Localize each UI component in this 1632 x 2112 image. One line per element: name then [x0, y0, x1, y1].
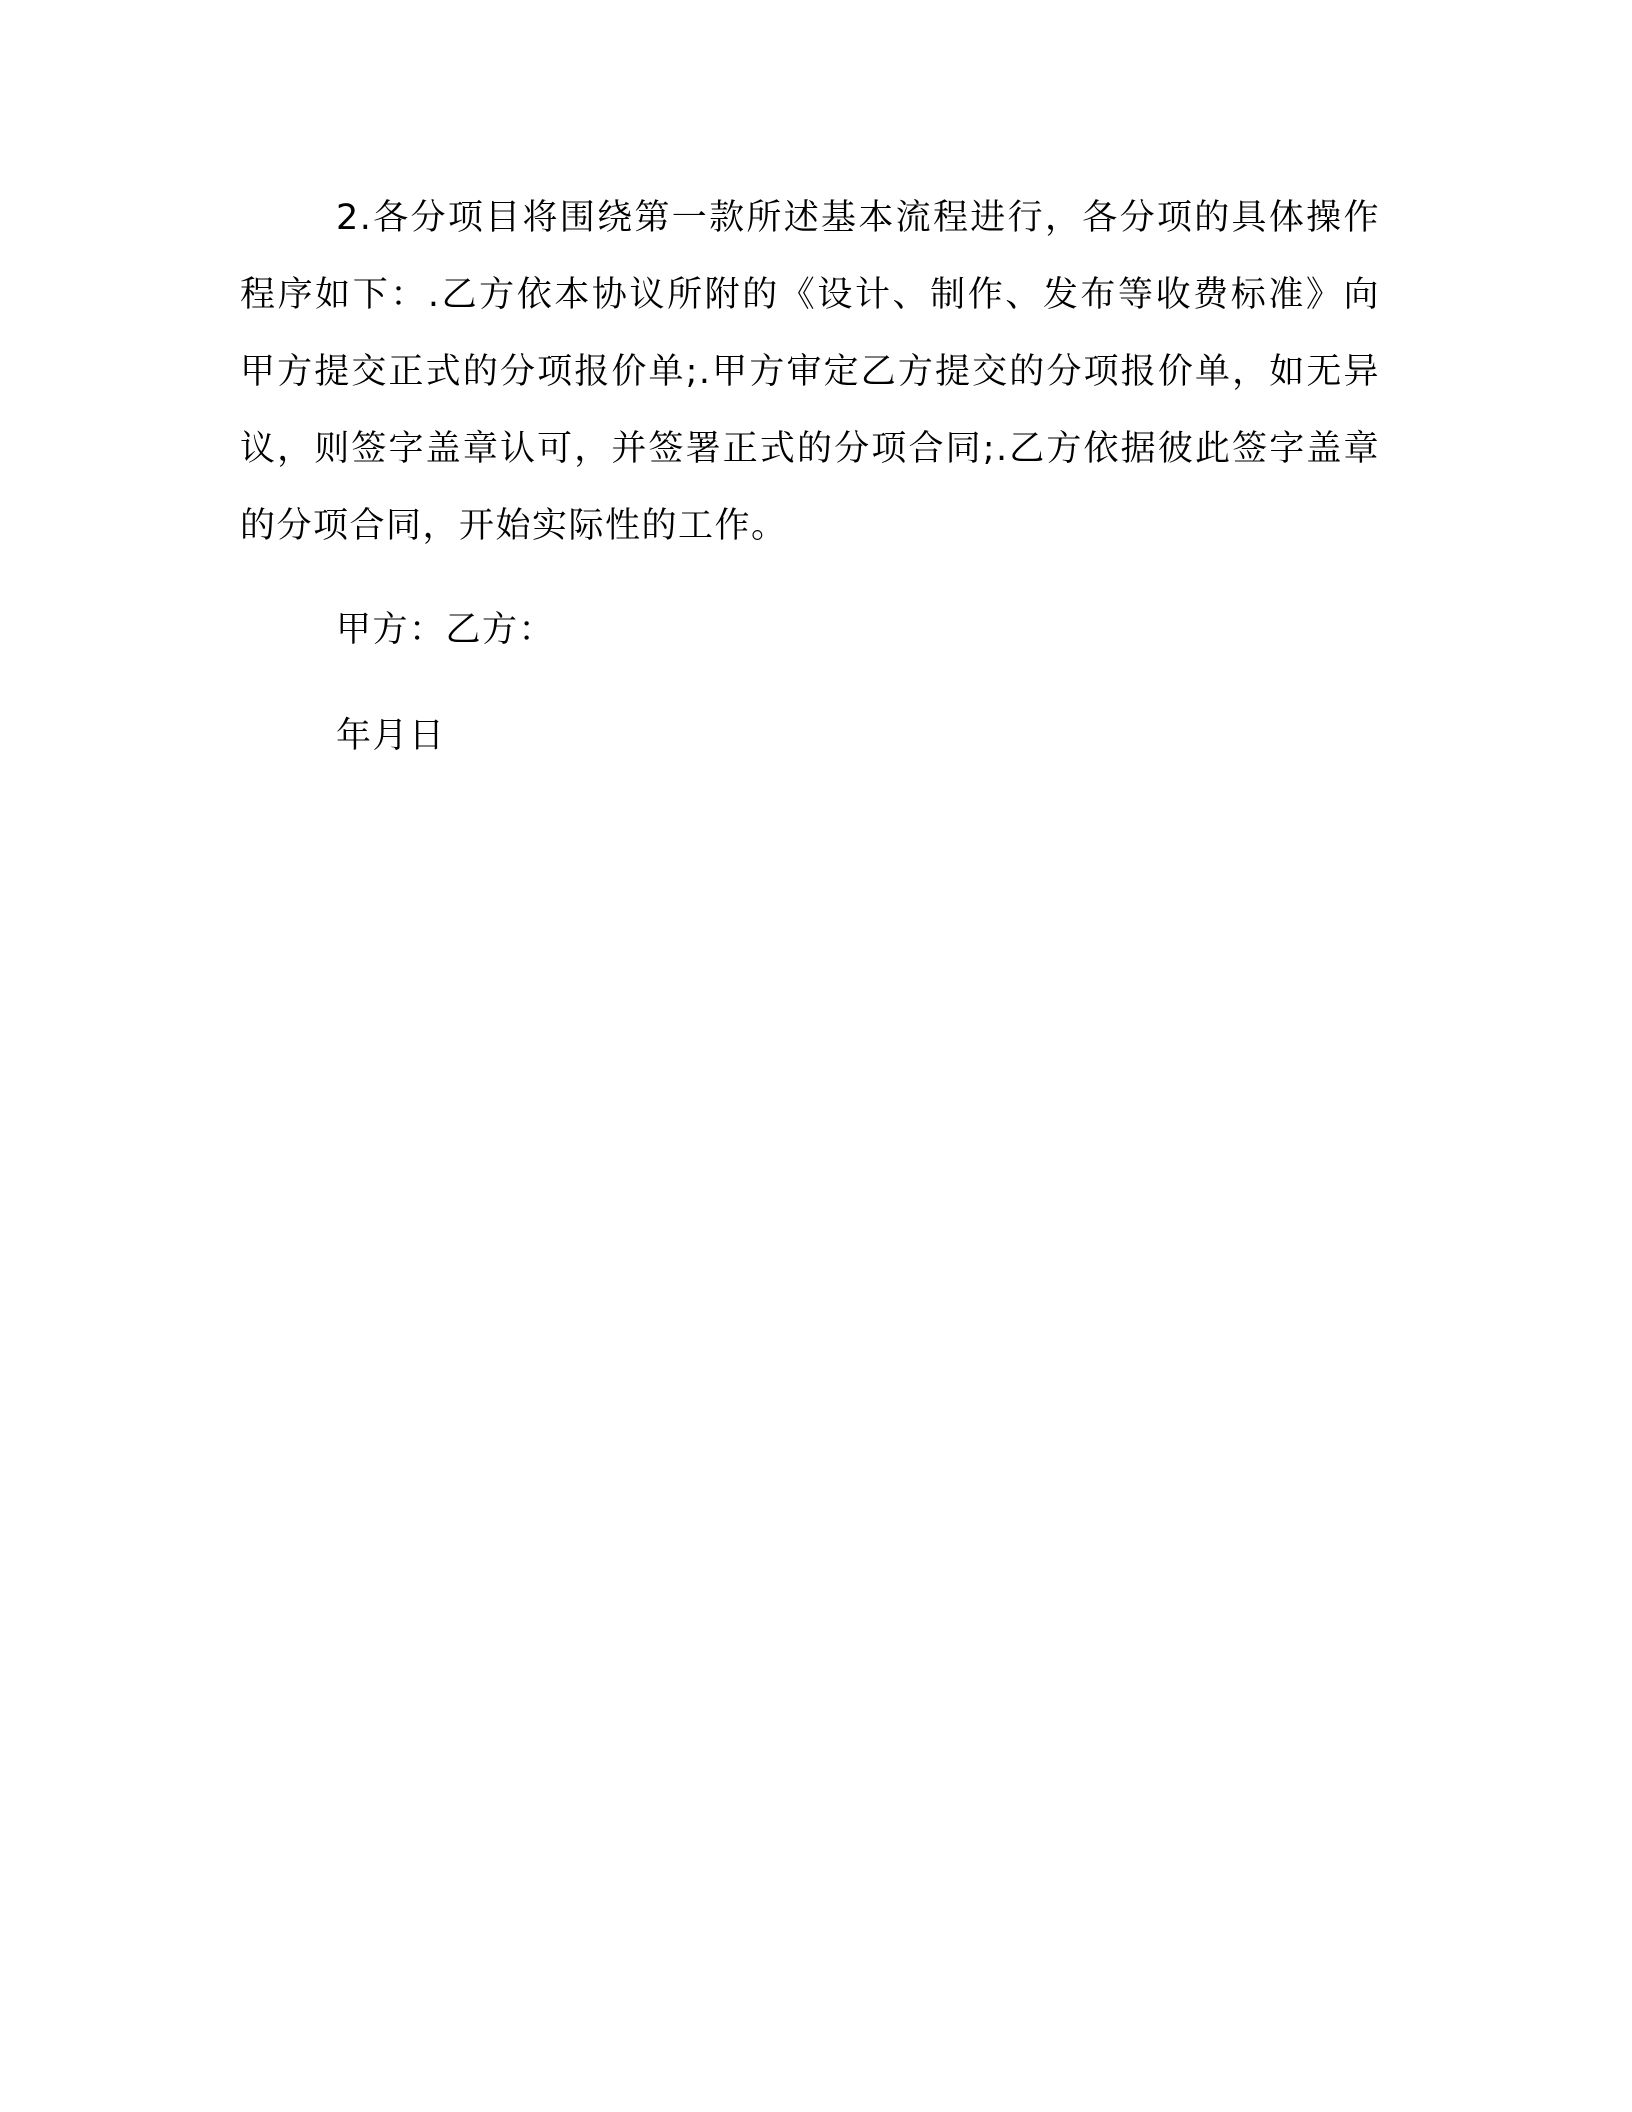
- clause-paragraph: 2.各分项目将围绕第一款所述基本流程进行，各分项的具体操作程序如下：.乙方依本协议所附的《设计、制作、发布等收费标准》向甲方提交正式的分项报价单;.甲方审定乙方提交的分项报价单，如无异议，则签字盖章认可，并签署正式的分项合同;.乙方依据彼此签字盖章的分项合同，开始实际性的工作。: [240, 198, 1380, 546]
- date-line: 年月日: [336, 716, 446, 756]
- signature-parties-line: 甲方：乙方：: [336, 610, 556, 650]
